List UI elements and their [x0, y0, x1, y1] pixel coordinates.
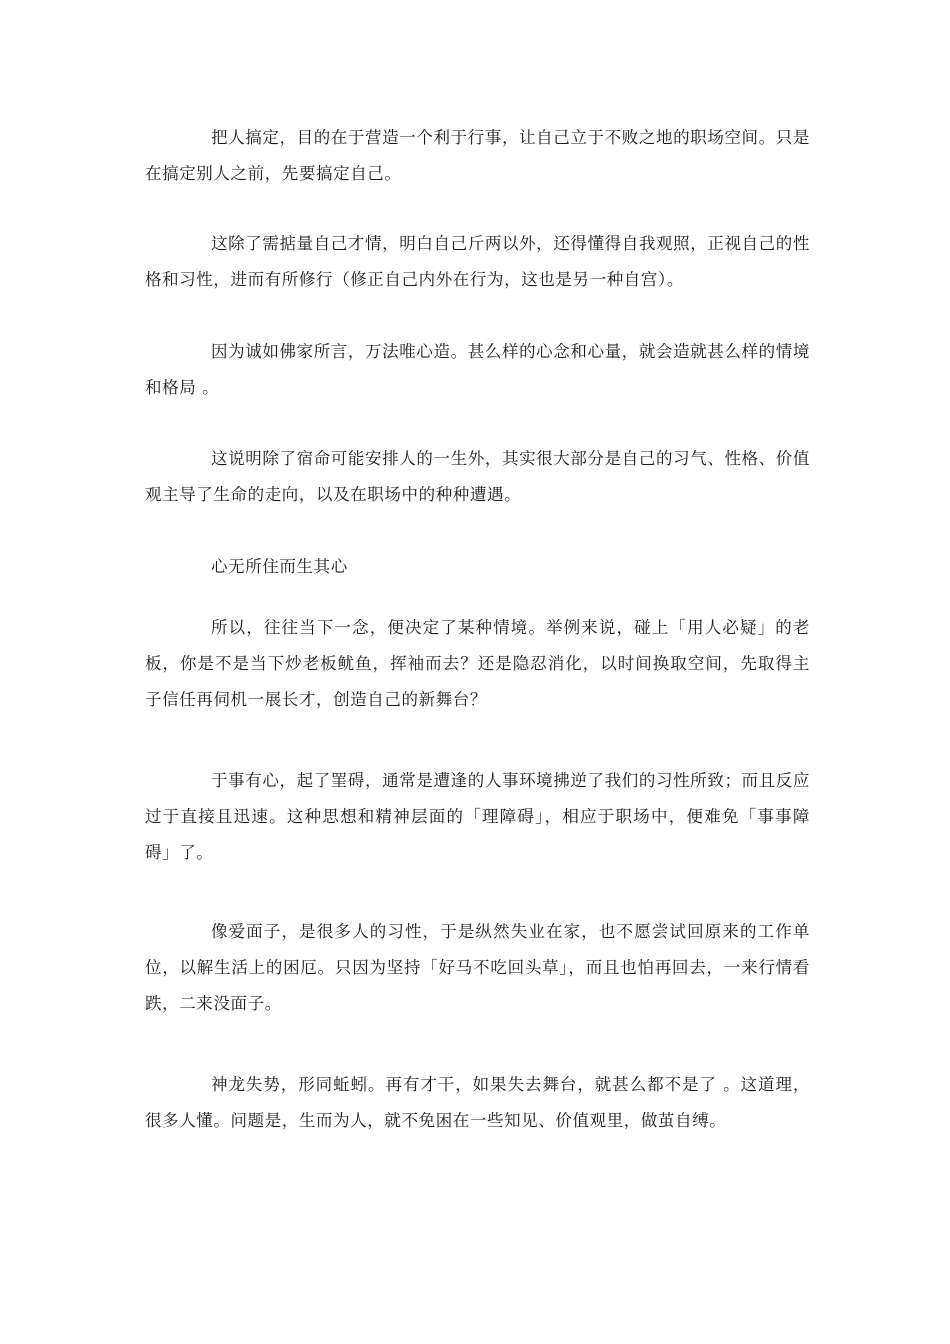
paragraph-2: 这除了需掂量自己才情，明白自己斤两以外，还得懂得自我观照，正视自己的性格和习性，进而有所修行（修正自己内外在行为，这也是另一种自宫）。: [145, 234, 810, 289]
paragraph-1: 把人搞定，目的在于营造一个利于行事，让自己立于不败之地的职场空间。只是在搞定别人之前，先要搞定自己。: [145, 128, 810, 183]
paragraph-6: 于事有心，起了罣碍，通常是遭逢的人事环境拂逆了我们的习性所致；而且反应过于直接且迅速。这种思想和精神层面的「理障碍」，相应于职场中，便难免「事事障碍」了。: [145, 771, 810, 862]
paragraph-4: 这说明除了宿命可能安排人的一生外，其实很大部分是自己的习气、性格、价值观主导了生命的走向，以及在职场中的种种遭遇。: [145, 449, 810, 504]
paragraph-5: 所以，往往当下一念，便决定了某种情境。举例来说，碰上「用人必疑」的老板，你是不是当下炒老板鱿鱼，挥袖而去？还是隐忍消化，以时间换取空间，先取得主子信任再伺机一展长才，创造自己的新舞台？: [145, 618, 810, 709]
paragraph-3: 因为诚如佛家所言，万法唯心造。甚么样的心念和心量，就会造就甚么样的情境和格局 。: [145, 342, 810, 397]
section-heading: 心无所住而生其心: [211, 557, 348, 576]
paragraph-8: 神龙失势，形同蚯蚓。再有才干，如果失去舞台，就甚么都不是了 。这道理，很多人懂。问题是，生而为人，就不免困在一些知见、价值观里，做茧自缚。: [145, 1075, 810, 1130]
paragraph-7: 像爱面子，是很多人的习性，于是纵然失业在家，也不愿尝试回原来的工作单位，以解生活上的困厄。只因为坚持「好马不吃回头草」，而且也怕再回去，一来行情看跌，二来没面子。: [145, 922, 810, 1013]
